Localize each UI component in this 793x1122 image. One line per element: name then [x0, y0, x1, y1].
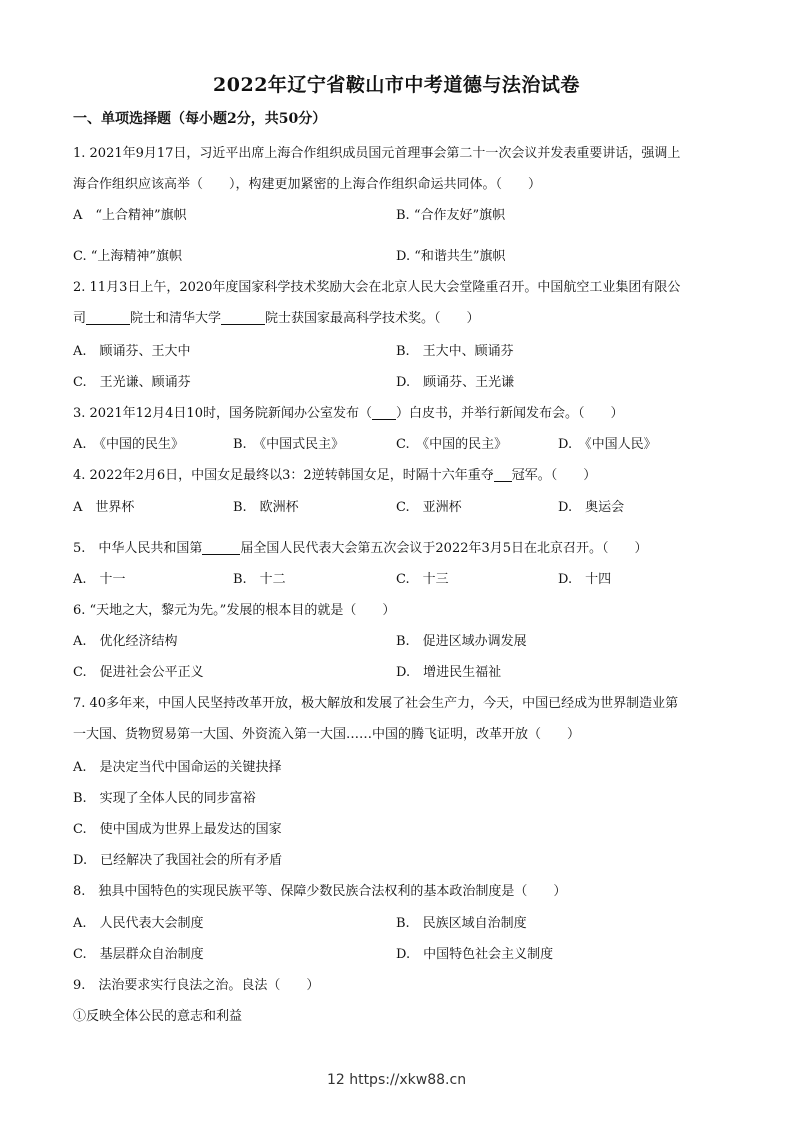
- question-3-text-b: ）白皮书，并举行新闻发布会。（ ）: [395, 406, 624, 421]
- question-1-option-a: A “上合精神”旗帜: [73, 208, 187, 223]
- question-5-line-1: [73, 537, 648, 556]
- question-2-option-a: A. 顾诵芬、王大中: [73, 344, 191, 359]
- question-1-option-d: D. “和谐共生”旗帜: [396, 249, 506, 264]
- question-2-line-2: [73, 307, 480, 326]
- question-6-option-d: D. 增进民生福祉: [396, 665, 502, 680]
- question-3-option-a: A. 《中国的民生》: [73, 437, 185, 452]
- question-8-option-a: A. 人民代表大会制度: [73, 916, 204, 931]
- question-1-line-2: 海合作组织应该高举（ ），构建更加紧密的上海合作组织命运共同体。（ ）: [73, 177, 542, 192]
- question-2-line-1: 2. 11月3日上午，2020年度国家科学技术奖励大会在北京人民大会堂隆重召开。中国航空工业集团有限公: [73, 280, 681, 295]
- question-8-option-c: C. 基层群众自治制度: [73, 947, 204, 962]
- question-3-text-a: 3. 2021年12月4日10时，国务院新闻办公室发布（: [73, 406, 372, 421]
- answer-blank: [86, 310, 130, 325]
- question-2-text-b: 院士和清华大学: [130, 311, 222, 326]
- question-1-option-b: B. “合作友好”旗帜: [396, 208, 506, 223]
- page-title: 2022年辽宁省鞍山市中考道德与法治试卷: [213, 74, 580, 96]
- question-6-line-1: 6. “天地之大，黎元为先。”发展的根本目的就是（ ）: [73, 603, 396, 618]
- question-4-option-d: D. 奥运会: [558, 500, 625, 515]
- page-footer: 12 https://xkw88.cn: [326, 1072, 467, 1088]
- question-1-line-1: 1. 2021年9月17日，习近平出席上海合作组织成员国元首理事会第二十一次会议并发表重要讲话，强调上: [73, 146, 681, 161]
- question-6-option-a: A. 优化经济结构: [73, 634, 178, 649]
- question-2-option-d: D. 顾诵芬、王光谦: [396, 375, 515, 390]
- question-4-option-c: C. 亚洲杯: [396, 500, 462, 515]
- question-5-option-b: B. 十二: [233, 572, 286, 587]
- question-7-line-1: 7. 40多年来，中国人民坚持改革开放，极大解放和发展了社会生产力，今天，中国已经成为世界制造业第: [73, 696, 679, 711]
- section-heading: 一、单项选择题（每小题2分，共50分）: [73, 111, 327, 127]
- question-2-text-c: 院士获国家最高科学技术奖。（ ）: [265, 311, 480, 326]
- question-8-option-b: B. 民族区域自治制度: [396, 916, 527, 931]
- question-9-line-1: 9. 法治要求实行良法之治。良法（ ）: [73, 978, 320, 993]
- question-5-text-b: 届全国人民代表大会第五次会议于2022年3月5日在北京召开。（ ）: [240, 541, 648, 556]
- question-7-option-b: B. 实现了全体人民的同步富裕: [73, 791, 256, 806]
- question-9-item-1: ①反映全体公民的意志和利益: [73, 1009, 243, 1024]
- question-7-line-2: 一大国、货物贸易第一大国、外资流入第一大国……中国的腾飞证明，改革开放（ ）: [73, 727, 581, 742]
- answer-blank: [494, 467, 512, 482]
- answer-blank: [372, 405, 396, 420]
- question-1-option-c: C. “上海精神”旗帜: [73, 249, 183, 264]
- question-4-option-b: B. 欧洲杯: [233, 500, 299, 515]
- question-3-option-c: C. 《中国的民主》: [396, 437, 508, 452]
- question-7-option-d: D. 已经解决了我国社会的所有矛盾: [73, 853, 283, 868]
- answer-blank: [202, 540, 240, 555]
- question-5-option-c: C. 十三: [396, 572, 449, 587]
- question-5-option-a: A. 十一: [73, 572, 126, 587]
- question-4-text-b: 冠军。（ ）: [511, 468, 597, 483]
- answer-blank: [221, 310, 265, 325]
- question-5-option-d: D. 十四: [558, 572, 612, 587]
- question-4-line-1: [73, 464, 596, 483]
- question-6-option-c: C. 促进社会公平正义: [73, 665, 204, 680]
- question-8-option-d: D. 中国特色社会主义制度: [396, 947, 554, 962]
- question-2-text-a: 司: [73, 311, 87, 326]
- question-7-option-a: A. 是决定当代中国命运的关键抉择: [73, 760, 282, 775]
- question-3-line-1: [73, 402, 624, 421]
- question-2-option-c: C. 王光谦、顾诵芬: [73, 375, 191, 390]
- question-3-option-b: B. 《中国式民主》: [233, 437, 345, 452]
- question-4-text-a: 4. 2022年2月6日，中国女足最终以3：2逆转韩国女足，时隔十六年重夺: [73, 468, 494, 483]
- question-2-option-b: B. 王大中、顾诵芬: [396, 344, 514, 359]
- question-3-option-d: D. 《中国人民》: [558, 437, 657, 452]
- question-4-option-a: A 世界杯: [73, 500, 135, 515]
- question-5-text-a: 5. 中华人民共和国第: [73, 541, 203, 556]
- question-8-line-1: 8. 独具中国特色的实现民族平等、保障少数民族合法权利的基本政治制度是（ ）: [73, 884, 567, 899]
- question-6-option-b: B. 促进区域办调发展: [396, 634, 527, 649]
- question-7-option-c: C. 使中国成为世界上最发达的国家: [73, 822, 282, 837]
